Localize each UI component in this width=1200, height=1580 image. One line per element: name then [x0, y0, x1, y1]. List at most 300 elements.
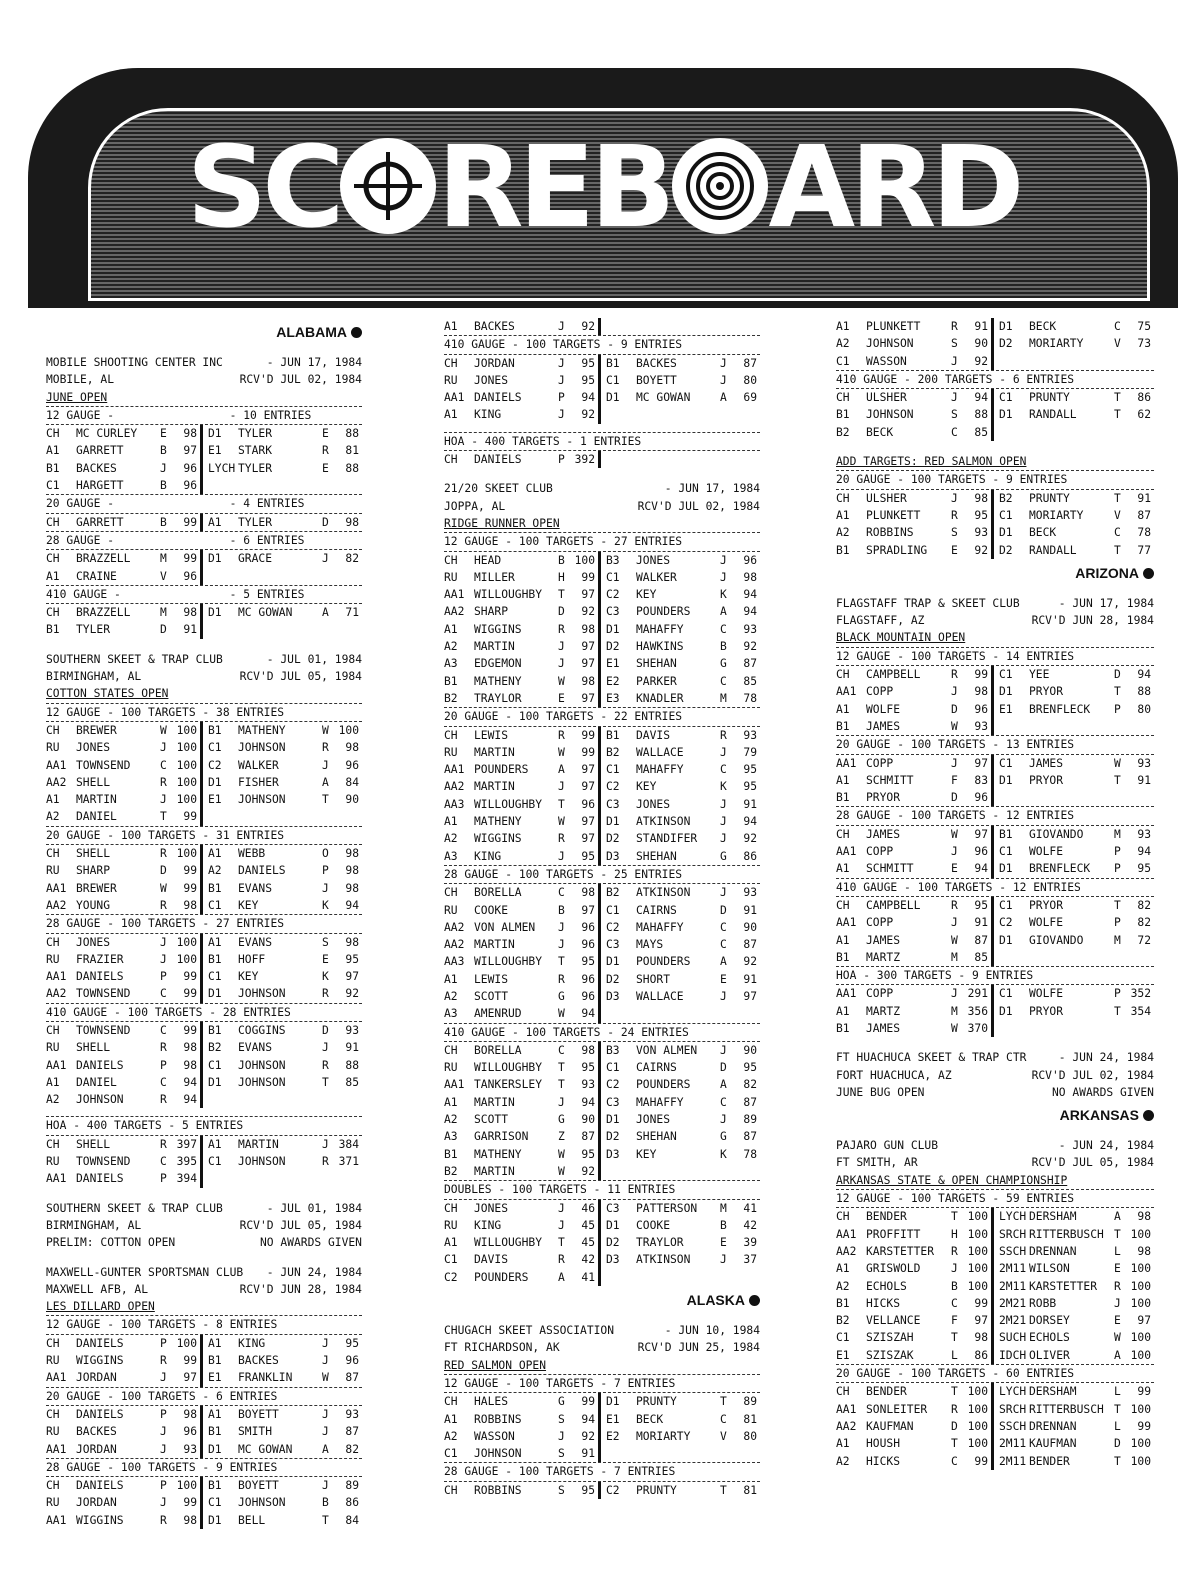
shooter-initial: J — [720, 553, 727, 567]
shooter-initial: P — [160, 970, 167, 984]
shooter-initial: C — [558, 886, 565, 900]
state-name: ALABAMA — [276, 324, 347, 340]
shooter-name: ROBBINS — [866, 526, 914, 540]
results-column-2 — [444, 318, 760, 1499]
shooter-class: 2M11 — [999, 1454, 1027, 1468]
shooter-initial: J — [322, 552, 329, 566]
result-row — [444, 451, 760, 468]
shooter-name: HOUSH — [866, 1437, 901, 1451]
shooter-class: B1 — [208, 881, 222, 895]
event-title-row — [46, 389, 362, 406]
shooter-name: HICKS — [866, 1296, 901, 1310]
result-row — [836, 1383, 1154, 1400]
shooter-name: SONLEITER — [866, 1402, 928, 1416]
result-entry-right — [601, 761, 760, 778]
result-entry-right — [601, 727, 760, 744]
result-entry-right — [203, 880, 362, 897]
shooter-name: GARRETT — [76, 444, 124, 458]
shooter-score: 96 — [974, 702, 988, 716]
shooter-initial: P — [160, 1336, 167, 1350]
result-row — [46, 1441, 362, 1458]
shooter-initial: T — [1114, 1004, 1121, 1018]
shooter-initial: M — [1114, 933, 1121, 947]
result-row — [836, 1418, 1154, 1435]
result-row — [444, 1163, 760, 1180]
shooter-score: 291 — [967, 987, 988, 1001]
shooter-class: A1 — [836, 508, 850, 522]
result-row — [46, 1423, 362, 1440]
result-row — [444, 813, 760, 830]
shooter-class: AA2 — [46, 987, 67, 1001]
shooter-class: E3 — [606, 691, 620, 705]
result-entry-left — [444, 884, 601, 901]
shooter-initial: K — [322, 898, 329, 912]
shooter-class: D1 — [999, 773, 1013, 787]
result-entry-left — [46, 897, 203, 914]
shooter-name: MARTIN — [474, 745, 515, 759]
shooter-score: 97 — [581, 657, 595, 671]
shooter-name: JONES — [636, 553, 671, 567]
shooter-class: CH — [46, 1479, 60, 1493]
result-entry-left — [444, 744, 601, 761]
shooter-score: 96 — [581, 972, 595, 986]
shooter-name: TRAYLOR — [636, 1236, 684, 1250]
result-entry-left — [46, 1039, 203, 1056]
result-entry-right — [203, 1074, 362, 1091]
result-entry-left — [46, 808, 203, 825]
result-entry-left — [444, 761, 601, 778]
shooter-score: 91 — [183, 623, 197, 637]
result-entry-left — [836, 318, 994, 335]
shooter-score: 95 — [581, 849, 595, 863]
shooter-name: CAIRNS — [636, 1061, 677, 1075]
shooter-score: 97 — [581, 763, 595, 777]
shooter-class: A2 — [444, 640, 458, 654]
shooter-name: STARK — [238, 444, 273, 458]
shooter-name: RANDALL — [1029, 543, 1077, 557]
shooter-initial: R — [1114, 1279, 1121, 1293]
result-entry-right — [203, 425, 362, 442]
club-city: FT RICHARDSON, AK — [444, 1341, 560, 1355]
shooter-class: CH — [46, 1137, 60, 1151]
shooter-initial: S — [951, 526, 958, 540]
shooter-class: AA1 — [46, 1172, 67, 1186]
result-row — [444, 1146, 760, 1163]
shooter-name: POUNDERS — [636, 955, 691, 969]
shooter-name: PATTERSON — [636, 1201, 698, 1215]
shooter-initial: P — [322, 864, 329, 878]
result-row — [444, 1094, 760, 1111]
shooter-name: TYLER — [238, 461, 273, 475]
result-row — [836, 1347, 1154, 1364]
result-row — [444, 1217, 760, 1234]
shooter-score: 98 — [183, 1407, 197, 1421]
result-row — [444, 673, 760, 690]
shooter-class: A1 — [444, 622, 458, 636]
shooter-initial: P — [558, 453, 565, 467]
shooter-score: 89 — [743, 1395, 757, 1409]
result-entry-right — [994, 1418, 1154, 1435]
state-heading — [836, 563, 1154, 583]
result-row — [836, 335, 1154, 352]
shooter-initial: A — [720, 391, 727, 405]
shooter-class: C3 — [606, 938, 620, 952]
shooter-score: 100 — [338, 723, 359, 737]
shooter-name: MATHENY — [474, 1147, 522, 1161]
shooter-score: 92 — [974, 543, 988, 557]
shooter-score: 81 — [743, 1483, 757, 1497]
shooter-class: SRCH — [999, 1402, 1027, 1416]
result-entry-right — [994, 843, 1154, 860]
shooter-score: 99 — [183, 1023, 197, 1037]
shooter-initial: R — [558, 972, 565, 986]
shooter-name: MAHAFFY — [636, 1095, 684, 1109]
shooter-score: 98 — [183, 1058, 197, 1072]
shooter-class: CH — [444, 356, 458, 370]
shooter-name: WIGGINS — [474, 622, 522, 636]
shooter-class: D2 — [606, 1236, 620, 1250]
result-entry-right — [203, 1477, 362, 1494]
shooter-class: LYCH — [999, 1210, 1027, 1224]
shooter-name: WASSON — [866, 354, 907, 368]
result-row — [46, 808, 362, 825]
result-entry-right — [994, 353, 1154, 370]
shooter-initial: C — [160, 1023, 167, 1037]
shooter-score: 89 — [743, 1113, 757, 1127]
shooter-score: 92 — [581, 1429, 595, 1443]
result-row — [46, 739, 362, 756]
shooter-class: CH — [46, 847, 60, 861]
result-entry-right — [994, 1208, 1154, 1225]
shooter-name: COPP — [866, 685, 894, 699]
shooter-initial: J — [558, 920, 565, 934]
result-row — [836, 389, 1154, 406]
shooter-name: SHARP — [76, 864, 111, 878]
shooter-score: 93 — [974, 719, 988, 733]
shooter-initial: J — [720, 356, 727, 370]
result-row — [46, 1494, 362, 1511]
result-entry-right — [203, 442, 362, 459]
shooter-name: MAHAFFY — [636, 920, 684, 934]
result-entry-left — [444, 1200, 601, 1217]
shooter-initial: R — [322, 741, 329, 755]
result-entry-left — [46, 951, 203, 968]
shooter-class: C1 — [208, 1155, 222, 1169]
result-entry-left — [836, 524, 994, 541]
shooter-initial: R — [160, 1093, 167, 1107]
shooter-score: 352 — [1130, 987, 1151, 1001]
state-name: ARIZONA — [1075, 564, 1139, 581]
result-entry-right — [994, 1278, 1154, 1295]
shooter-initial: T — [951, 1210, 958, 1224]
shooter-class: C2 — [606, 588, 620, 602]
shooter-score: 92 — [345, 987, 359, 1001]
shooter-initial: Z — [558, 1130, 565, 1144]
shooter-name: BRENFLECK — [1029, 702, 1091, 716]
shooter-name: MARTIN — [76, 793, 117, 807]
result-entry-left — [444, 451, 601, 468]
shooter-name: ECHOLS — [1029, 1331, 1070, 1345]
gauge-header: 28 GAUGE - 100 TARGETS - 9 ENTRIES — [46, 1458, 362, 1477]
result-entry-right — [601, 1393, 760, 1410]
result-entry-left — [444, 1094, 601, 1111]
shooter-class: A1 — [444, 1095, 458, 1109]
shooter-score: 99 — [581, 745, 595, 759]
shooter-score: 98 — [345, 935, 359, 949]
shooter-name: MARTZ — [866, 950, 901, 964]
event-title: BLACK MOUNTAIN OPEN — [836, 631, 966, 645]
shooter-name: CAMPBELL — [866, 898, 921, 912]
club-name: PAJARO GUN CLUB — [836, 1139, 939, 1153]
shooter-score: 98 — [1137, 1210, 1151, 1224]
result-row — [836, 897, 1154, 914]
shooter-initial: C — [558, 1043, 565, 1057]
shooter-score: 45 — [581, 1218, 595, 1232]
result-entry-right — [994, 1435, 1154, 1452]
event-date: - JUN 17, 1984 — [266, 356, 362, 369]
shooter-class: C1 — [208, 741, 222, 755]
shooter-initial: S — [951, 408, 958, 422]
shooter-name: VELLANCE — [866, 1314, 921, 1328]
result-entry-right — [203, 621, 362, 638]
shooter-class: AA3 — [444, 955, 465, 969]
shooter-score: 99 — [183, 987, 197, 1001]
result-entry-left — [836, 1260, 994, 1277]
shooter-score: 94 — [743, 605, 757, 619]
event-location-row — [46, 1217, 362, 1234]
shooter-initial: L — [1114, 1385, 1121, 1399]
result-entry-left — [46, 791, 203, 808]
shooter-class: B2 — [444, 1164, 458, 1178]
shooter-score: 72 — [1137, 933, 1151, 947]
result-entry-left — [46, 425, 203, 442]
result-row — [46, 880, 362, 897]
shooter-name: MILLER — [474, 570, 515, 584]
shooter-score: 41 — [581, 1270, 595, 1284]
shooter-score: 93 — [743, 886, 757, 900]
shooter-class: A1 — [208, 935, 222, 949]
shooter-name: VON ALMEN — [474, 920, 536, 934]
shooter-name: MATHENY — [474, 674, 522, 688]
shooter-initial: P — [1114, 845, 1121, 859]
shooter-score: 100 — [1130, 1227, 1151, 1241]
shooter-name: HEAD — [474, 553, 502, 567]
shooter-class: AA1 — [46, 1513, 67, 1527]
shooter-name: PRYOR — [1029, 773, 1064, 787]
state-heading — [444, 1290, 760, 1310]
shooter-score: 98 — [974, 685, 988, 699]
shooter-initial: T — [558, 1236, 565, 1250]
shooter-name: MC GOWAN — [636, 391, 691, 405]
shooter-score: 100 — [967, 1262, 988, 1276]
event-club-row — [46, 1200, 362, 1217]
shooter-initial: J — [160, 793, 167, 807]
shooter-name: MAYS — [636, 938, 664, 952]
result-entry-right — [601, 586, 760, 603]
shooter-name: BREWER — [76, 881, 117, 895]
result-row — [444, 902, 760, 919]
result-entry-left — [444, 830, 601, 847]
result-entry-left — [444, 406, 601, 423]
shooter-class: C1 — [999, 508, 1013, 522]
shooter-score: 97 — [581, 780, 595, 794]
shooter-class: CH — [46, 1023, 60, 1037]
shooter-score: 97 — [974, 827, 988, 841]
bullet-icon — [1143, 568, 1154, 579]
shooter-initial: P — [160, 1058, 167, 1072]
result-entry-right — [994, 1003, 1154, 1020]
shooter-name: SCHMITT — [866, 862, 914, 876]
shooter-initial: E — [720, 972, 727, 986]
result-entry-left — [46, 739, 203, 756]
result-row — [444, 727, 760, 744]
shooter-initial: W — [558, 815, 565, 829]
shooter-name: TOWNSEND — [76, 758, 131, 772]
shooter-class: AA1 — [444, 588, 465, 602]
shooter-name: DORSEY — [1029, 1314, 1070, 1328]
shooter-class: A1 — [836, 702, 850, 716]
event-title: JUNE BUG OPEN — [836, 1085, 925, 1099]
shooter-name: WOLFE — [866, 702, 901, 716]
shooter-name: WALLACE — [636, 745, 684, 759]
state-name: ALASKA — [686, 1292, 745, 1309]
shooter-class: D1 — [208, 775, 222, 789]
shooter-score: 94 — [1137, 668, 1151, 682]
result-entry-right — [994, 949, 1154, 966]
shooter-initial: J — [322, 1137, 329, 1151]
shooter-name: AMENRUD — [474, 1007, 522, 1021]
result-entry-left — [444, 655, 601, 672]
result-entry-right — [601, 389, 760, 406]
received-date: RCV'D JUL 05, 1984 — [239, 1218, 362, 1232]
shooter-score: 98 — [183, 898, 197, 912]
result-entry-right — [203, 1335, 362, 1352]
shooter-class: AA1 — [46, 1442, 67, 1456]
shooter-class: A2 — [836, 526, 850, 540]
shooter-score: 85 — [974, 950, 988, 964]
event-header — [444, 480, 760, 532]
shooter-initial: T — [1114, 1227, 1121, 1241]
result-entry-left — [836, 932, 994, 949]
shooter-name: MORIARTY — [1029, 337, 1084, 351]
shooter-name: ULSHER — [866, 391, 907, 405]
shooter-score: 77 — [1137, 543, 1151, 557]
gauge-header: 20 GAUGE - 100 TARGETS - 13 ENTRIES — [836, 735, 1154, 754]
gauge-header: 12 GAUGE - - 10 ENTRIES — [46, 406, 362, 425]
shooter-score: 99 — [974, 1296, 988, 1310]
shooter-class: D1 — [208, 1442, 222, 1456]
club-name: SOUTHERN SKEET & TRAP CLUB — [46, 1201, 223, 1215]
shooter-initial: J — [720, 886, 727, 900]
shooter-score: 94 — [183, 1075, 197, 1089]
shooter-initial: E — [322, 952, 329, 966]
result-entry-right — [601, 1217, 760, 1234]
result-row — [46, 425, 362, 442]
shooter-score: 96 — [974, 791, 988, 805]
shooter-class: A2 — [444, 1113, 458, 1127]
shooter-class: B2 — [836, 1314, 850, 1328]
result-row — [444, 1269, 760, 1286]
shooter-name: JONES — [76, 741, 111, 755]
result-row — [46, 862, 362, 879]
result-entry-right — [203, 897, 362, 914]
shooter-score: 83 — [974, 773, 988, 787]
shooter-score: 39 — [743, 1236, 757, 1250]
result-row — [836, 507, 1154, 524]
shooter-initial: R — [558, 622, 565, 636]
result-entry-left — [836, 1295, 994, 1312]
shooter-initial: A — [1114, 1210, 1121, 1224]
banner-title — [28, 123, 1178, 253]
shooter-name: GARRETT — [76, 515, 124, 529]
shooter-name: TRAYLOR — [474, 691, 522, 705]
shooter-class: E1 — [208, 444, 222, 458]
shooter-name: BELL — [238, 1513, 266, 1527]
shooter-class: B1 — [208, 723, 222, 737]
result-entry-right — [601, 813, 760, 830]
shooter-initial: R — [951, 508, 958, 522]
result-entry-right — [994, 1347, 1154, 1364]
event-date: - JUN 24, 1984 — [1058, 1051, 1154, 1065]
result-row — [444, 1234, 760, 1251]
shooter-score: 98 — [183, 427, 197, 441]
shooter-name: JORDAN — [76, 1442, 117, 1456]
result-entry-right — [601, 318, 760, 335]
shooter-score: 81 — [743, 1412, 757, 1426]
shooter-class: C3 — [606, 1201, 620, 1215]
shooter-score: 99 — [183, 552, 197, 566]
shooter-score: 94 — [743, 815, 757, 829]
result-entry-left — [444, 936, 601, 953]
result-row — [444, 936, 760, 953]
shooter-class: A2 — [444, 989, 458, 1003]
shooter-name: KEY — [238, 898, 259, 912]
result-row — [46, 845, 362, 862]
shooter-name: WALKER — [238, 758, 279, 772]
shooter-initial: J — [720, 815, 727, 829]
club-city: FT SMITH, AR — [836, 1156, 918, 1170]
shooter-initial: T — [1114, 408, 1121, 422]
result-row — [836, 826, 1154, 843]
club-name: FLAGSTAFF TRAP & SKEET CLUB — [836, 596, 1020, 610]
shooter-class: A2 — [836, 1279, 850, 1293]
shooter-name: PLUNKETT — [866, 320, 921, 333]
result-entry-right — [994, 683, 1154, 700]
shooter-name: SHORT — [636, 972, 671, 986]
shooter-score: 95 — [974, 508, 988, 522]
shooter-initial: B — [720, 1218, 727, 1232]
shooter-initial: W — [160, 881, 167, 895]
result-entry-right — [203, 1369, 362, 1386]
shooter-score: 94 — [1137, 845, 1151, 859]
shooter-class: C3 — [606, 797, 620, 811]
shooter-initial: R — [322, 987, 329, 1001]
result-entry-left — [46, 1441, 203, 1458]
shooter-score: 370 — [967, 1021, 988, 1035]
shooter-score: 79 — [743, 745, 757, 759]
result-entry-left — [46, 442, 203, 459]
received-date: RCV'D JUL 02, 1984 — [637, 499, 760, 513]
shooter-initial: E — [951, 543, 958, 557]
shooter-initial: B — [951, 1279, 958, 1293]
shooter-name: TOWNSEND — [76, 987, 131, 1001]
shooter-initial: T — [1114, 491, 1121, 505]
shooter-score: 99 — [1137, 1419, 1151, 1433]
result-row — [444, 372, 760, 389]
shooter-initial: T — [558, 1078, 565, 1092]
result-entry-left — [444, 1482, 601, 1499]
shooter-initial: C — [160, 987, 167, 1001]
